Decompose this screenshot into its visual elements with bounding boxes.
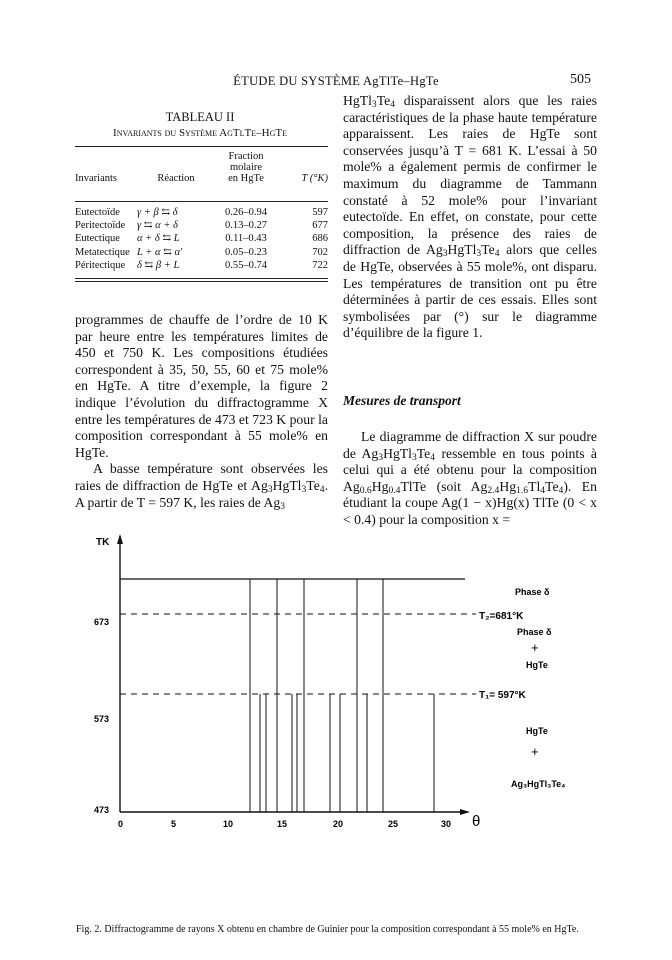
figure-caption: Fig. 2. Diffractogramme de rayons X obtenu en chambre de Guinier pour la composition correspondant à 55 mole% en HgTe.	[76, 924, 579, 935]
right-column	[343, 93, 597, 342]
table-row: Peritectoïde γ ⇆ α + δ 0.13–0.27 677	[75, 220, 328, 232]
y-tick-473: 473	[94, 805, 110, 815]
x-tick-30: 30	[441, 819, 452, 829]
table-row: Eutectique α + δ ⇆ L 0.11–0.43 686	[75, 233, 328, 245]
x-tick-15: 15	[277, 819, 288, 829]
right-column-2	[343, 429, 597, 529]
table-top-rule	[75, 146, 328, 147]
phase-mid-label-1: Phase δ	[517, 627, 552, 637]
phase-mid-label-2: +	[531, 640, 539, 655]
paragraph: Le diagramme de diffraction X sur poudre de $Ag_3HgTl_3Te_4$ ressemble en tous points à celui qui a été obtenu pour la composition $Ag_{0.6}Hg_{0.4}TlTe$ (soit $Ag_{2.4}Hg_{1.6}Tl_4Te_4$). En étudiant la coupe Ag(1 − x)Hg(x) TlTe (0 < x < 0.4) pour la composition x =	[343, 429, 598, 527]
table-row: Péritectique δ ⇆ β + L 0.55–0.74 722	[75, 259, 328, 271]
table-body	[75, 206, 328, 272]
page-number: 505	[570, 72, 591, 87]
paragraph: A basse température sont observées les raies de diffraction de HgTe et $Ag_3HgTl_3Te_4$. A partir de T = 597 K, les raies de $Ag_3$	[75, 461, 328, 512]
y-tick-573: 573	[94, 714, 110, 724]
phase-low-label-2: +	[531, 744, 539, 759]
col-invariants: Invariants	[75, 173, 117, 184]
table-subtitle: Invariants du Système AgTlTe–HgTe	[113, 127, 287, 139]
section-heading: Mesures de transport	[343, 393, 461, 408]
y-tick-673: 673	[94, 617, 110, 627]
t1-label: T₁= 597°K	[479, 690, 526, 701]
table-title: TABLEAU II	[165, 110, 235, 124]
table-row: Metatectique L + α ⇆ α′ 0.05–0.23 702	[75, 246, 328, 258]
t2-label: T₂=681°K	[479, 611, 524, 622]
col-fraction-2: molaire	[229, 162, 263, 173]
diffractogram-figure	[0, 528, 672, 918]
x-axis-label: θ	[472, 813, 481, 830]
y-axis-arrow	[117, 534, 123, 544]
table-bottom-rule	[75, 278, 328, 279]
x-tick-5: 5	[171, 819, 177, 829]
table-header-rule	[75, 201, 328, 202]
paragraph: programmes de chauffe de l’ordre de 10 K par heure entre les températures limites de 450 et 750 K. Les compositions étudiées correspondent à 35, 50, 55, 60 et 75 mole% en HgTe. A titre d’exemple, la figure 2 indique l’évolution du diffractogramme X entre les températures de 473 et 723 K pour la composition correspondant à 55 mole% en HgTe.	[75, 312, 328, 460]
phase-low-label-3: Ag₃HgTl₃Te₄	[511, 779, 566, 789]
table-row: Eutectoïde γ + β ⇆ δ 0.26–0.94 597	[75, 207, 328, 218]
table-bottom-rule-2	[75, 281, 328, 282]
col-fraction-3: en HgTe	[228, 173, 264, 184]
col-fraction-1: Fraction	[228, 151, 264, 162]
x-axis-arrow	[460, 809, 470, 815]
paragraph: $HgTl_3Te_4$ disparaissent alors que les raies caractéristiques de la phase haute température apparaissent. Les raies de HgTe sont conservées jusqu’à T = 681 K. L’essai à 50 mole% a également permis de confirmer le maximum du diagramme de Tammann constaté à 52 mole% pour l’invariant eutectoïde. En effet, on constate, pour cette composition, la présence des raies de diffraction de $Ag_3HgTl_3Te_4$ alors que celles de HgTe, observées à 55 mole%, ont disparu. Les températures de transition ont pu être déterminées à partir de ces essais. Elles sont symbolisées par (°) sur le diagramme d’équilibre de la figure 1.	[343, 93, 597, 341]
phase-top-label: Phase δ	[515, 587, 550, 597]
x-tick-25: 25	[388, 819, 399, 829]
phase-mid-label-3: HgTe	[526, 660, 548, 670]
running-header: ÉTUDE DU SYSTÈME AgTlTe–HgTe	[233, 74, 439, 88]
col-reaction: Réaction	[157, 173, 195, 184]
x-tick-10: 10	[223, 819, 234, 829]
x-tick-20: 20	[333, 819, 344, 829]
table-header	[75, 151, 328, 184]
col-temperature: T (°K)	[301, 173, 328, 184]
x-tick-0: 0	[118, 819, 124, 829]
phase-low-label-1: HgTe	[526, 726, 548, 736]
left-column	[75, 312, 328, 511]
y-axis-label: TK	[96, 537, 110, 548]
